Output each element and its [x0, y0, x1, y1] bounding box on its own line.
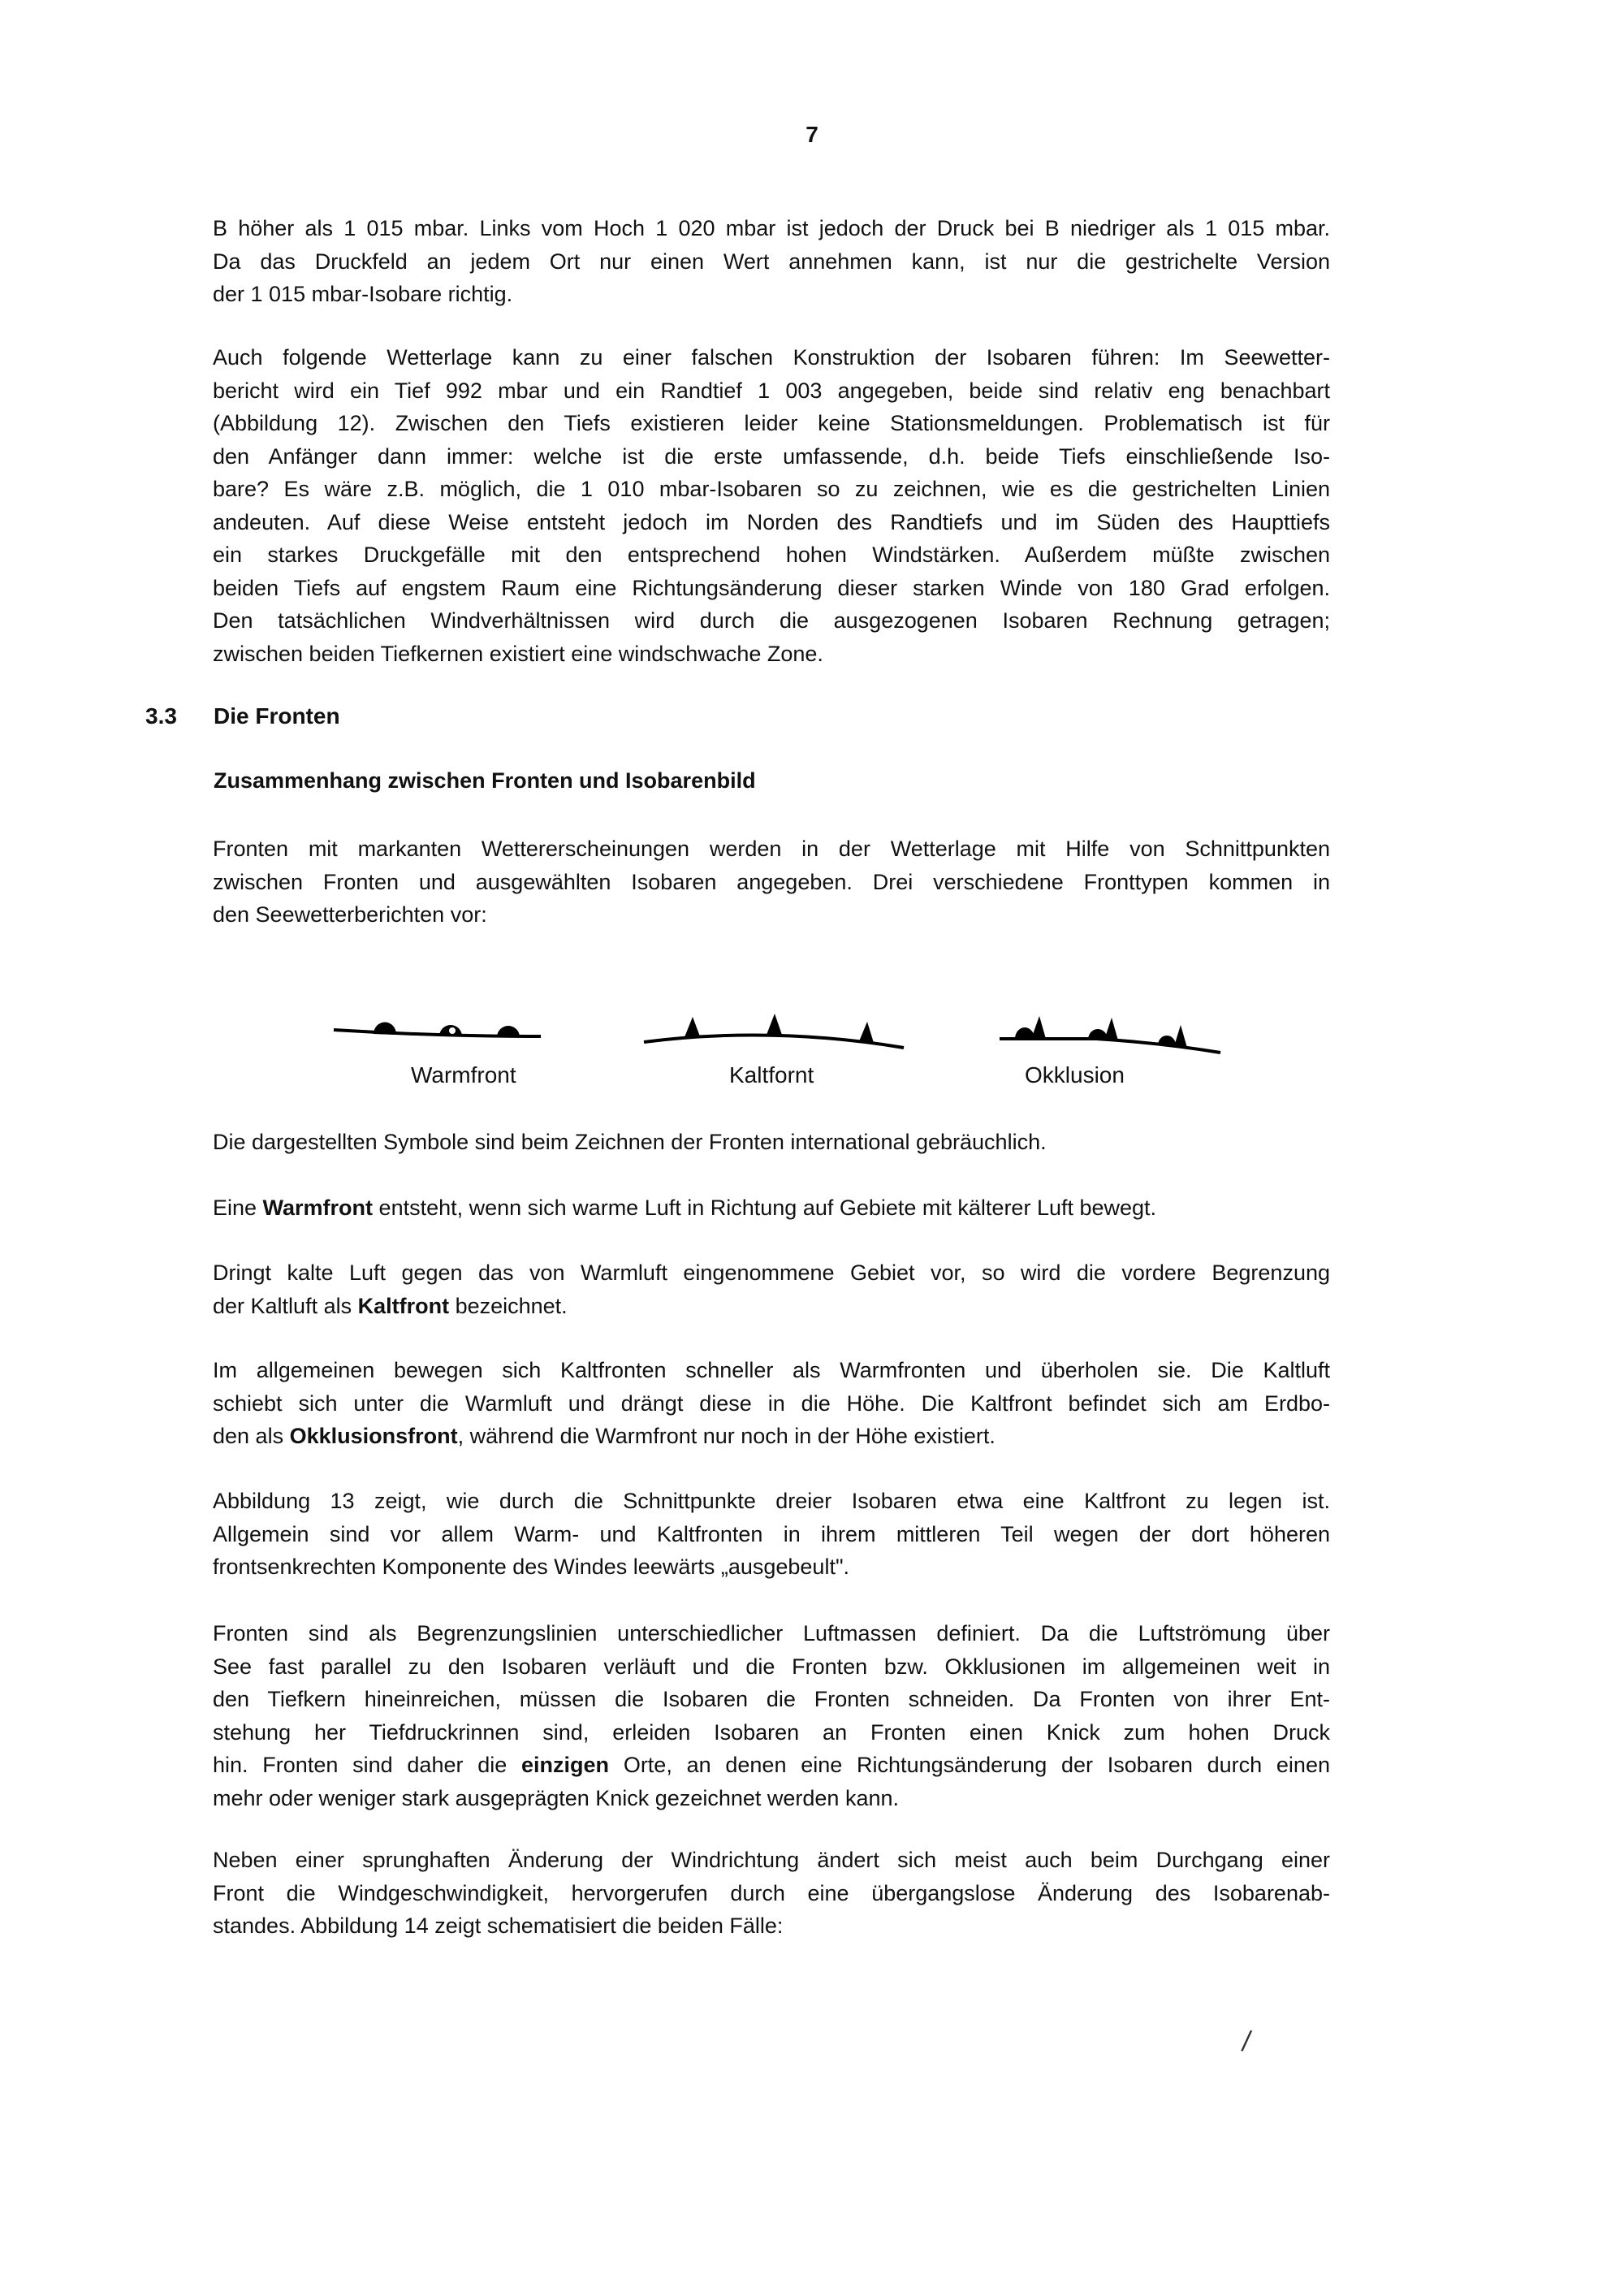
text-line — [213, 1782, 1330, 1815]
bold-term: Kaltfront — [357, 1293, 450, 1318]
text-run: Die dargestellten Symbole sind beim Zeichnen der Fronten international gebräuchlich. — [213, 1130, 1047, 1154]
text-run: Front die Windgeschwindigkeit, hervorgerufen durch eine übergangslose Änderung des Isobarenab- — [213, 1880, 1330, 1905]
text-run: Orte, an denen eine Richtungsänderung der Isobaren durch einen — [609, 1753, 1330, 1777]
text-run: stehung her Tiefdruckrinnen sind, erleiden Isobaren an Fronten einen Knick zum hohen Druck — [213, 1719, 1330, 1745]
text-line — [213, 1126, 1330, 1159]
text-line — [213, 1191, 1330, 1225]
text-run: Neben einer sprunghaften Änderung der Windrichtung ändert sich meist auch beim Durchgang einer — [213, 1848, 1330, 1872]
text-line — [213, 1387, 1330, 1421]
text-run: zwischen beiden Tiefkernen existiert eine windschwache Zone. — [213, 641, 823, 666]
text-line — [213, 1716, 1330, 1749]
text-run: Abbildung 13 zeigt, wie durch die Schnittpunkte dreier Isobaren etwa eine Kaltfront zu legen ist. — [213, 1489, 1330, 1513]
section-title: Die Fronten — [214, 703, 340, 729]
text-run: den Seewetterberichten vor: — [213, 902, 487, 927]
text-run: den als — [213, 1424, 290, 1448]
text-run: (Abbildung 12). Zwischen den Tiefs existieren leider keine Stationsmeldungen. Problematisch ist für — [213, 411, 1330, 435]
text-line — [213, 1877, 1330, 1910]
text-run: schiebt sich unter die Warmluft und drängt diese in die Höhe. Die Kaltfront befindet sich am Erdbo- — [213, 1390, 1330, 1416]
paragraph-windgeschwindigkeit — [213, 1844, 1330, 1943]
text-run: standes. Abbildung 14 zeigt schematisiert die beiden Fälle: — [213, 1914, 784, 1938]
text-run: bezeichnet. — [449, 1293, 568, 1318]
text-line — [213, 1683, 1330, 1716]
text-run: Dringt kalte Luft gegen das von Warmluft eingenommene Gebiet vor, so wird die vordere Begrenzung — [213, 1261, 1330, 1285]
text-line — [213, 1290, 1330, 1323]
paragraph-symbole — [213, 1126, 1330, 1159]
text-line — [213, 1354, 1330, 1387]
text-run: Auch folgende Wetterlage kann zu einer falschen Konstruktion der Isobaren führen: Im Seewetter- — [213, 345, 1330, 370]
text-run: , während die Warmfront nur noch in der Höhe existiert. — [457, 1424, 996, 1448]
kaltfront-symbol — [644, 1014, 904, 1048]
text-run: Im allgemeinen bewegen sich Kaltfronten schneller als Warmfronten und überholen sie. Die Kaltluft — [213, 1358, 1330, 1382]
text-run: bericht wird ein Tief 992 mbar und ein Randtief 1 003 angegeben, beide sind relativ eng benachbart — [213, 378, 1330, 403]
text-run: mehr oder weniger stark ausgeprägten Knick gezeichnet werden kann. — [213, 1785, 899, 1810]
paragraph-abbildung-13 — [213, 1485, 1330, 1584]
paragraph-warmfront — [213, 1191, 1330, 1225]
text-line — [213, 1650, 1330, 1684]
warmfront-symbol — [334, 1022, 541, 1037]
bold-term: Okklusionsfront — [289, 1424, 458, 1448]
text-line — [213, 1420, 1330, 1453]
subheading: Zusammenhang zwischen Fronten und Isobarenbild — [214, 768, 756, 793]
paragraph-okklusion — [213, 1354, 1330, 1453]
text-line — [213, 1485, 1330, 1518]
text-run: der 1 015 mbar-Isobare richtig. — [213, 282, 513, 306]
kaltfront-label: Kaltfornt — [729, 1062, 814, 1088]
text-run: hin. Fronten sind daher die — [213, 1753, 522, 1777]
bold-term: einzigen — [521, 1753, 610, 1777]
paragraph-fronten-definition — [213, 1617, 1330, 1814]
text-run: Da das Druckfeld an jedem Ort nur einen Wert annehmen kann, ist nur die gestrichelte Version — [213, 249, 1330, 274]
okklusion-symbol — [1000, 1016, 1220, 1053]
section-number: 3.3 — [145, 703, 177, 729]
text-run: zwischen Fronten und ausgewählten Isobaren angegeben. Drei verschiedene Fronttypen kommen in — [213, 869, 1330, 894]
text-run: Eine — [213, 1196, 263, 1220]
text-run: der Kaltluft als — [213, 1293, 358, 1318]
paragraph-kaltfront — [213, 1256, 1330, 1322]
bold-term: Warmfront — [262, 1196, 374, 1220]
text-run: den Tiefkern hineinreichen, müssen die Isobaren die Fronten schneiden. Da Fronten von ihrer Ent- — [213, 1687, 1330, 1711]
text-run: andeuten. Auf diese Weise entsteht jedoch im Norden des Randtiefs und im Süden des Haupttiefs — [213, 509, 1330, 534]
okklusion-label: Okklusion — [1025, 1062, 1125, 1088]
warmfront-label: Warmfront — [411, 1062, 516, 1088]
text-run: bare? Es wäre z.B. möglich, die 1 010 mbar-Isobaren so zu zeichnen, wie es die gestrichelten Linien — [213, 477, 1330, 501]
text-line — [213, 1749, 1330, 1782]
text-line — [213, 1909, 1330, 1943]
text-line — [213, 1617, 1330, 1650]
page-number: 7 — [806, 122, 818, 147]
text-run: Allgemein sind vor allem Warm- und Kaltfronten in ihrem mittleren Teil wegen der dort höheren — [213, 1521, 1330, 1546]
text-run: frontsenkrechten Komponente des Windes leewärts „ausgebeult". — [213, 1555, 850, 1579]
text-run: See fast parallel zu den Isobaren verläuft und die Fronten bzw. Okklusionen im allgemeinen weit in — [213, 1654, 1330, 1679]
text-line — [213, 1844, 1330, 1877]
text-run: den Anfänger dann immer: welche ist die erste umfassende, d.h. beide Tiefs einschließende Iso- — [213, 443, 1330, 469]
text-line — [213, 1550, 1330, 1584]
text-line — [213, 1518, 1330, 1551]
text-line — [213, 1256, 1330, 1290]
text-run: B höher als 1 015 mbar. Links vom Hoch 1 020 mbar ist jedoch der Druck bei B niedriger als 1 015 mbar. — [213, 216, 1330, 240]
text-run: entsteht, wenn sich warme Luft in Richtung auf Gebiete mit kälterer Luft bewegt. — [373, 1196, 1157, 1220]
text-run: Den tatsächlichen Windverhältnissen wird durch die ausgezogenen Isobaren Rechnung getragen; — [213, 608, 1330, 633]
text-run: beiden Tiefs auf engstem Raum eine Richtungsänderung dieser starken Winde von 180 Grad erfolgen. — [213, 575, 1330, 600]
text-run: Fronten sind als Begrenzungslinien unterschiedlicher Luftmassen definiert. Da die Luftströmung über — [213, 1621, 1330, 1645]
text-run: Fronten mit markanten Wettererscheinungen werden in der Wetterlage mit Hilfe von Schnittpunkten — [213, 837, 1330, 861]
front-symbols-figure — [0, 0, 1624, 1105]
text-run: ein starkes Druckgefälle mit den entsprechend hohen Windstärken. Außerdem müßte zwischen — [213, 543, 1330, 567]
margin-mark: / — [1242, 2026, 1250, 2057]
